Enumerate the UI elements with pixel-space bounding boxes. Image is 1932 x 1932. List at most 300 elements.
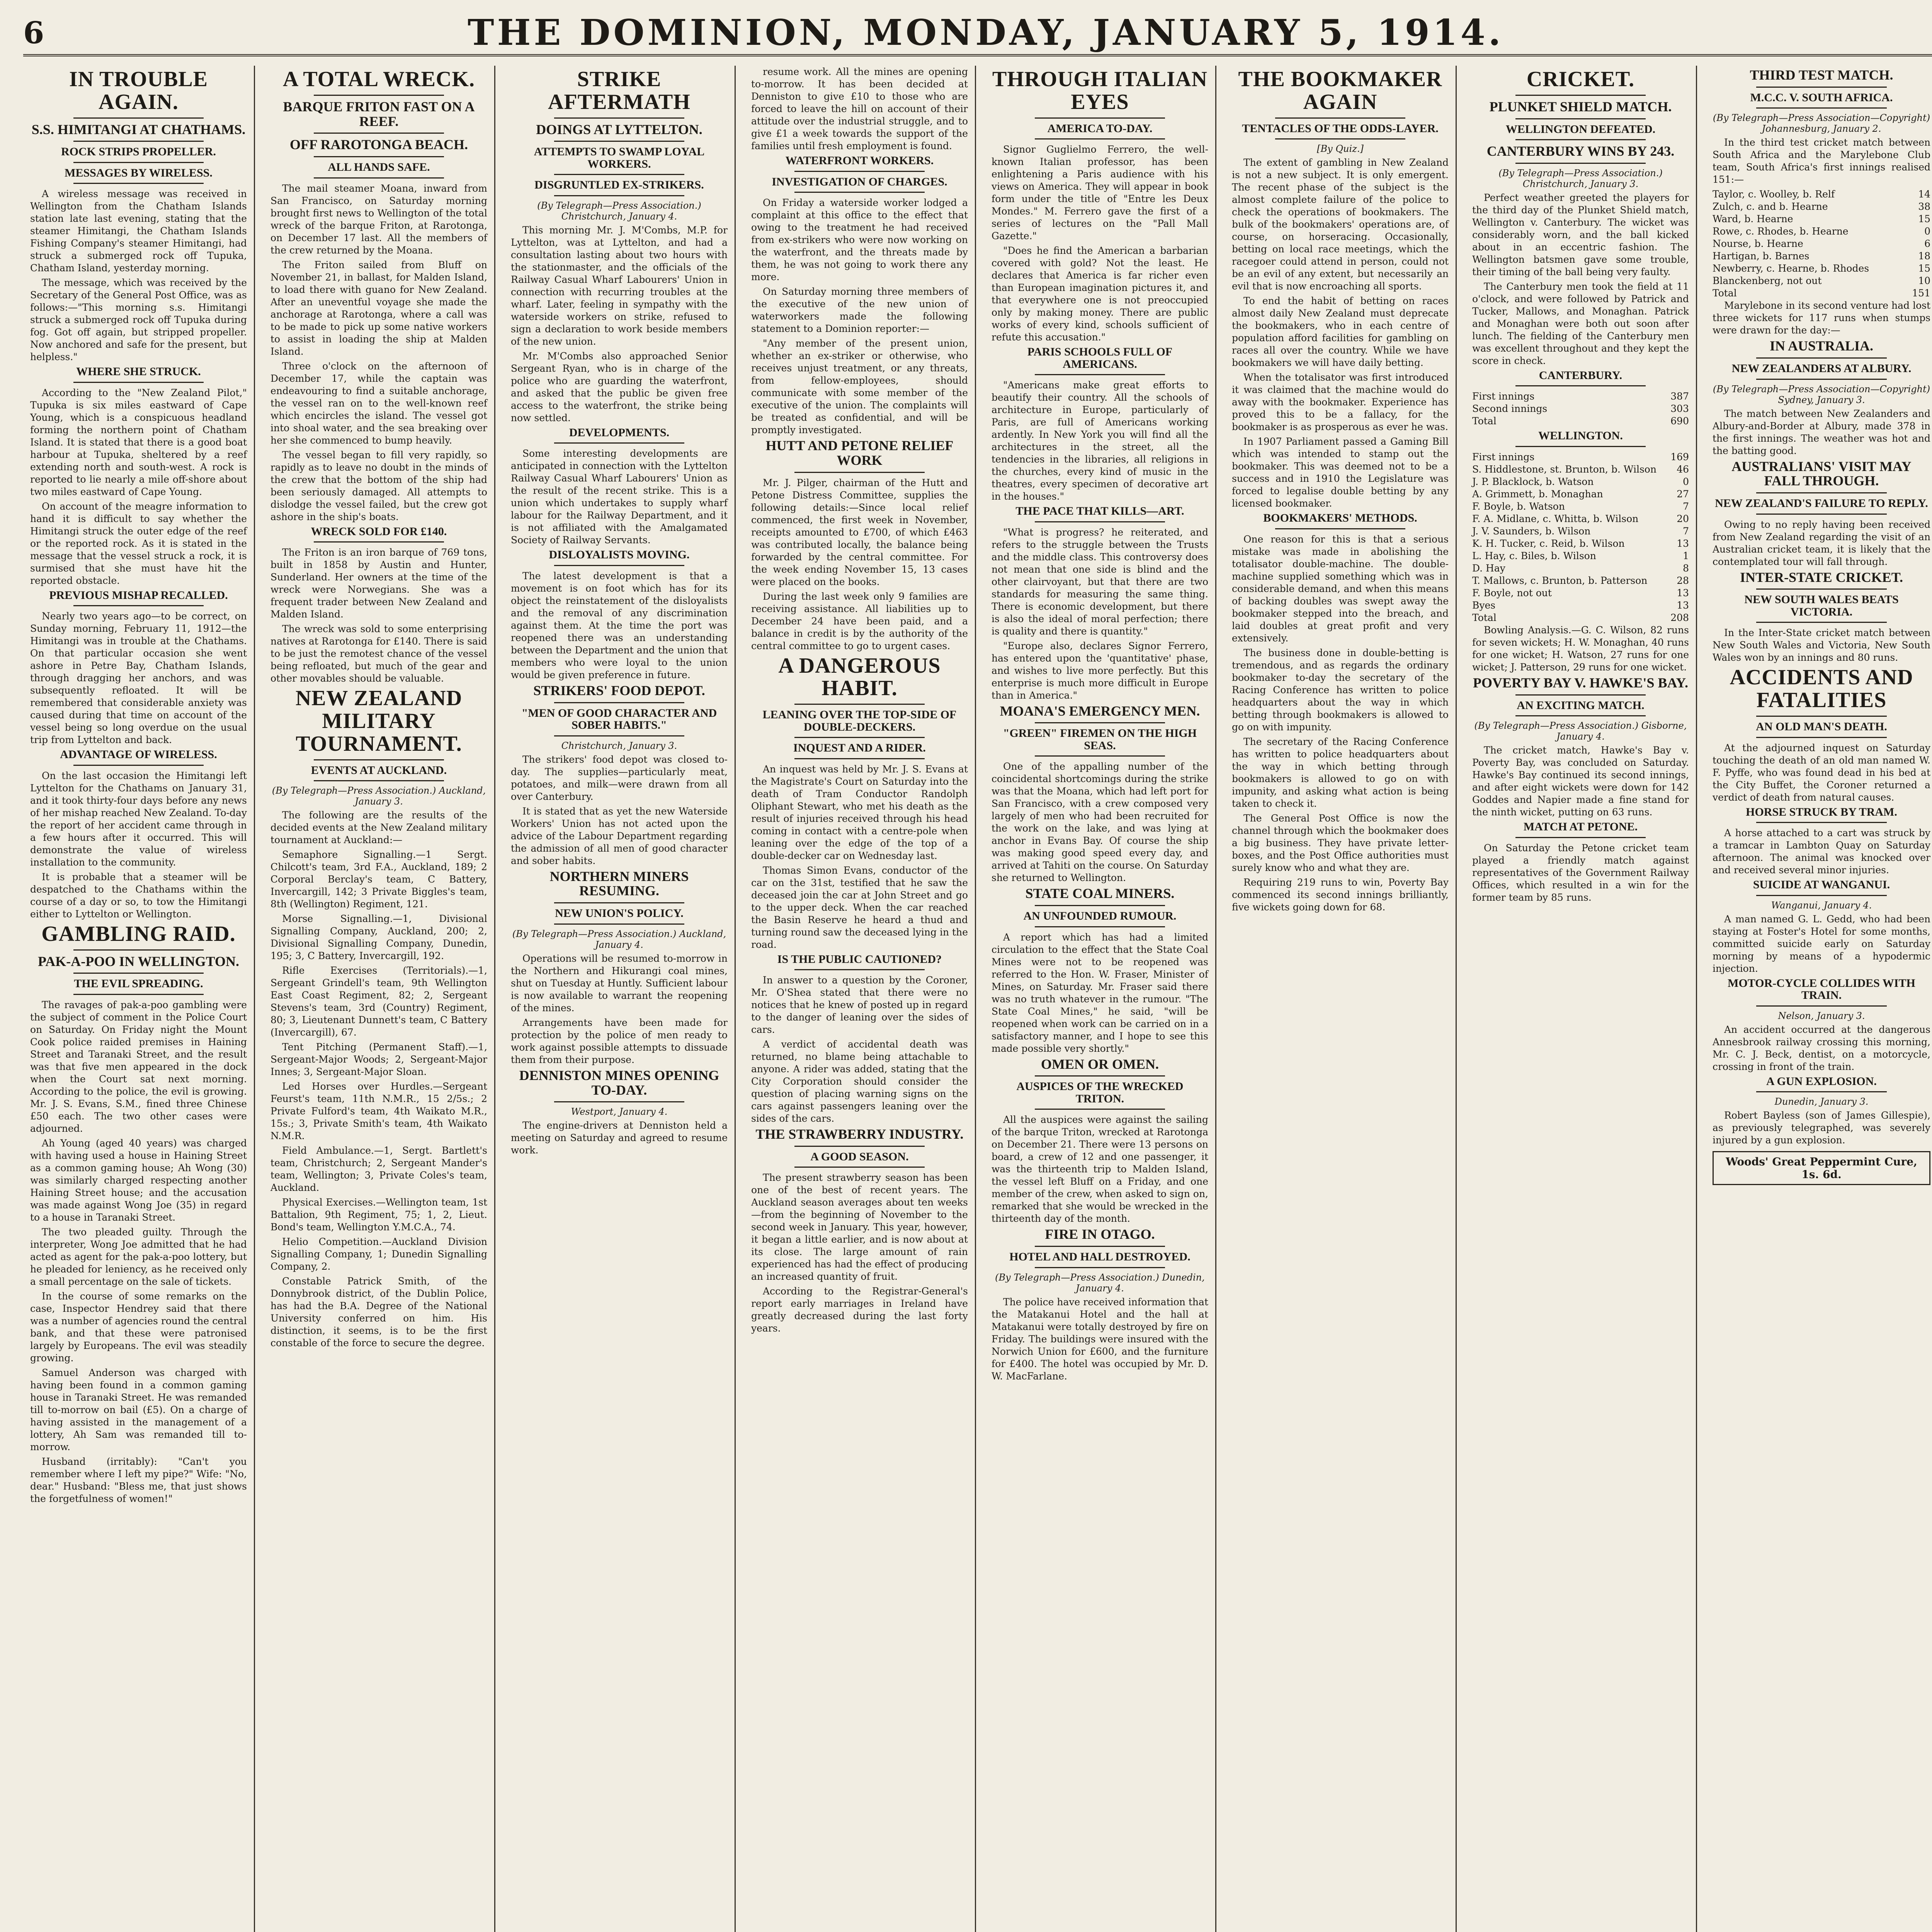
heading-rule [1035, 1109, 1165, 1110]
article-subheading: PARIS SCHOOLS FULL OF AMERICANS. [1027, 345, 1173, 371]
heading-rule [1756, 1005, 1887, 1007]
article-paragraph: The strikers' food depot was closed to-day. The supplies—particularly meat, potatoes, and milk—were drawn from all over Canterbury. [511, 753, 728, 802]
article-subheading: NEW ZEALANDERS AT ALBURY. [1731, 362, 1912, 375]
article-headline: IN TROUBLE AGAIN. [69, 67, 208, 114]
article-subheading: INVESTIGATION OF CHARGES. [772, 175, 947, 188]
article-paragraph: The mail steamer Moana, inward from San Francisco, on Saturday morning brought first news to Wellington of the total wreck of the barque Friton, at Rarotonga, on December 17 last. All the members of the crew returned by the Moana. [270, 182, 487, 256]
article-paragraph: Operations will be resumed to-morrow in the Northern and Hikurangi coal mines, shut on Tuesday at Huntly. Sufficient labour is now available to warrant the reopening of the mines. [511, 952, 728, 1014]
article-paragraph: This morning Mr. J. M'Combs, M.P. for Lyttelton, was at Lyttelton, and had a consultation lasting about two hours with the stationmaster, and the officials of the Railway Casual Wharf Labourers' Union in connection with recurring troubles at the wharf. Later, feeling in sympathy with the waterside workers on strike, refused to sign a declaration to work beside members of the new union. [511, 224, 728, 347]
column-1 [23, 66, 255, 1932]
heading-rule [1756, 716, 1887, 717]
article-subheading: MOANA'S EMERGENCY MEN. [1000, 703, 1200, 719]
article-subheading: STRIKERS' FOOD DEPOT. [533, 682, 705, 698]
score-row [1472, 587, 1689, 599]
score-row [1713, 275, 1930, 287]
heading-rule [554, 735, 684, 736]
article-paragraph: Samuel Anderson was charged with having been found in a common gaming house in Taranaki Street. He was remanded till to-morrow on bail (£5). On a charge of having assisted in the management of a lottery, Ah Sam was remanded till to-morrow. [30, 1367, 247, 1452]
heading-rule [73, 117, 204, 119]
article-paragraph: The wreck was sold to some enterprising natives at Rarotonga for £140. There is said to be just the remotest chance of the vessel being refloated, but much of the gear and other movables should be valuable. [270, 623, 487, 684]
heading-rule [554, 442, 684, 444]
article-subheading: S.S. HIMITANGI AT CHATHAMS. [31, 121, 246, 137]
article-paragraph: The engine-drivers at Denniston held a meeting on Saturday and agreed to resume work. [511, 1120, 728, 1156]
article-subheading: IS THE PUBLIC CAUTIONED? [777, 952, 942, 966]
score-value: 13 [1677, 587, 1689, 599]
score-value: 15 [1918, 213, 1930, 225]
column-5 [985, 66, 1216, 1932]
article-paragraph: The extent of gambling in New Zealand is not a new subject. It is only emergent. The recent phase of the subject is the almost complete failure of the police to check the operations of bookmakers. The bulk of the bookmakers' operations are, of course, on horseracing. Occasionally, betting on local race meetings, which the racegoer could attend in person, could not be an evil of any extent, but necessarily an evil that is now encroaching all sports. [1232, 157, 1449, 292]
score-table [1472, 390, 1689, 427]
article-subheading: DEVELOPMENTS. [569, 426, 670, 439]
article-subheading: EVENTS AT AUCKLAND. [311, 764, 447, 777]
heading-rule [1035, 1267, 1165, 1268]
article-subheading: THE EVIL SPREADING. [74, 977, 203, 990]
article-subheading: A GUN EXPLOSION. [1766, 1075, 1877, 1088]
article-paragraph: Semaphore Signalling.—1 Sergt. Chilcott's team, 3rd F.A., Auckland, 189; 2 Corporal Berclay's team, C Battery, Invercargill, 142; 3 Private Biggles's team, 8th (Wellington) Regiment, 121. [270, 849, 487, 910]
article-subheading: DOINGS AT LYTTELTON. [536, 121, 702, 137]
article-paragraph: Constable Patrick Smith, of the Donnybrook district, of the Dublin Police, has had the B.A. Degree of the National University conferred on him. His distinction, it seems, is to be the first constable of the force to secure the degree. [270, 1276, 487, 1349]
heading-rule [794, 171, 925, 172]
score-row [1472, 599, 1689, 612]
heading-rule [1756, 588, 1887, 590]
heading-rule [1756, 514, 1887, 515]
score-row [1472, 562, 1689, 575]
article-headline: CRICKET. [1526, 67, 1635, 91]
score-value: 14 [1918, 189, 1930, 200]
article-paragraph: When the totalisator was first introduced it was claimed that the machine would do away with the bookmaker. Experience has proved this to be a fallacy, for the bookmaker is as prosperous as ever he was. [1232, 372, 1449, 433]
article-paragraph: A wireless message was received in Wellington from the Chatham Islands station late last evening, stating that the steamer Himitangi, the Chatham Islands Fishing Company's steamer Himitangi, had struck a submerged rock off Tupuka, Chatham Island, yesterday morning. [30, 188, 247, 274]
score-row [1472, 390, 1689, 403]
article-headline: GAMBLING RAID. [41, 922, 236, 946]
score-table [1713, 188, 1930, 299]
article-subheading: TENTACLES OF THE ODDS-LAYER. [1242, 122, 1439, 135]
score-row [1472, 513, 1689, 525]
article-paragraph: A man named G. L. Gedd, who had been staying at Foster's Hotel for some months, committed suicide early on Saturday morning by means of a hypodermic injection. [1713, 913, 1930, 974]
article-subheading: WHERE SHE STRUCK. [76, 365, 201, 378]
article-paragraph: "What is progress? he reiterated, and refers to the struggle between the Trusts and the middle class. This controversy does not mean that one side is blind and the other clairvoyant, but that there are two standards for measuring the same thing. There is economic development, but there is also the ideal of moral perfection; there is quality and there is quantity." [992, 526, 1208, 637]
article-paragraph: An accident occurred at the dangerous Annesbrook railway crossing this morning, Mr. C. J. Beck, dentist, on a motorcycle, crossing in front of the train. [1713, 1024, 1930, 1072]
score-row [1472, 451, 1689, 463]
article-subheading: MESSAGES BY WIRELESS. [65, 166, 213, 179]
heading-rule [1515, 446, 1646, 447]
heading-rule [1035, 1075, 1165, 1077]
article-subheading: ROCK STRIPS PROPELLER. [61, 145, 216, 158]
article-subheading: IN AUSTRALIA. [1769, 338, 1874, 354]
score-value: 151 [1912, 287, 1930, 299]
article-paragraph: An inquest was held by Mr. J. S. Evans at the Magistrate's Court on Saturday into the death of Tram Conductor Randolph Oliphant Stewart, who met his death as the result of injuries received through his head coming in contact with a centre-pole when leaning over the edge of the top of a double-decker car on Wednesday last. [751, 763, 968, 861]
score-row [1472, 463, 1689, 476]
article-subheading: POVERTY BAY V. HAWKE'S BAY. [1473, 675, 1688, 690]
article-paragraph: "Europe also, declares Signor Ferrero, has entered upon the 'quantitative' phase, and wishes to live more perfectly. But this enterprise is much more difficult in Europe than in America." [992, 640, 1208, 701]
article-subheading: OMEN OR OMEN. [1041, 1056, 1159, 1072]
heading-rule [1035, 905, 1165, 906]
article-paragraph: resume work. All the mines are opening to-morrow. It has been decided at Denniston to give £10 to those who are forced to leave the hill on account of their attitude over the industrial struggle, and to give £1 a week towards the support of the families until fresh employment is found. [751, 66, 968, 151]
article-paragraph: The cricket match, Hawke's Bay v. Poverty Bay, was concluded on Saturday. Hawke's Bay continued its second innings, and after eight wickets were down for 142 Goddes and Napier made a fine stand for the ninth wicket, putting on 63 runs. [1472, 745, 1689, 818]
score-label: First innings [1472, 451, 1535, 463]
score-label: S. Hiddlestone, st. Brunton, b. Wilson [1472, 463, 1656, 475]
article-paragraph: Robert Bayless (son of James Gillespie), as previously telegraphed, was severely injured by a gun explosion. [1713, 1110, 1930, 1146]
article-paragraph: The business done in double-betting is tremendous, and as regards the ordinary bookmaker to-day the secretary of the Racing Conference has written to police headquarters about the way in which betting through bookmakers is allowed to go on with impunity. [1232, 647, 1449, 733]
article-subheading: OFF RAROTONGA BEACH. [289, 137, 468, 153]
dateline: Nelson, January 3. [1778, 1010, 1865, 1021]
heading-rule [1035, 117, 1165, 119]
article-paragraph: The present strawberry season has been one of the best of recent years. The Auckland season averages about ten weeks—from the beginning of November to the second week in January. This year, however, it began a little earlier, and is now about at its close. The large amount of rain experienced has had the effect of producing an increased quantity of fruit. [751, 1172, 968, 1282]
article-subheading: WATERFRONT WORKERS. [785, 154, 934, 167]
score-label: F. Boyle, b. Watson [1472, 500, 1565, 512]
score-row [1713, 225, 1930, 238]
article-subheading: AUSPICES OF THE WRECKED TRITON. [1016, 1080, 1184, 1105]
column-4 [744, 66, 976, 1932]
score-value: 0 [1683, 476, 1689, 487]
score-row [1472, 476, 1689, 488]
heading-rule [794, 704, 925, 705]
article-paragraph: One reason for this is that a serious mistake was made in abolishing the totalisator double-machine. The double-machine supplied something which was in considerable demand, and when this means of backing doubles was swept away the bookmaker stepped into the breach, and laid doubles at great profit and very extensively. [1232, 533, 1449, 644]
article-paragraph: According to the "New Zealand Pilot," Tupuka is six miles eastward of Cape Young, which is a conspicuous headland forming the northern point of Chatham Island. It is stated that there is a good boat harbour at Tupuka, sheltered by a reef extending north and south-west. A rock is reported to lie nearly a mile off-shore about two miles eastward of Cape Young. [30, 387, 247, 497]
heading-rule [794, 472, 925, 473]
score-label: Total [1713, 287, 1737, 299]
article-subheading: "MEN OF GOOD CHARACTER AND SOBER HABITS." [521, 706, 717, 732]
heading-rule [1035, 521, 1165, 522]
heading-rule [554, 195, 684, 196]
article-subheading: HOTEL AND HALL DESTROYED. [1009, 1250, 1190, 1264]
heading-rule [794, 1146, 925, 1147]
article-subheading: CANTERBURY WINS BY 243. [1486, 143, 1675, 159]
score-value: 8 [1683, 562, 1689, 574]
article-subheading: MOTOR-CYCLE COLLIDES WITH TRAIN. [1728, 976, 1915, 1002]
article-paragraph: To end the habit of betting on races almost daily New Zealand must deprecate the bookmakers, who in each centre of population afford facilities for gambling on races all over the country. While we have bookmakers we will have daily betting. [1232, 295, 1449, 369]
score-value: 303 [1670, 403, 1689, 415]
article-subheading: AUSTRALIANS' VISIT MAY FALL THROUGH. [1731, 458, 1912, 489]
score-row [1713, 213, 1930, 225]
article-subheading: DISLOYALISTS MOVING. [549, 548, 690, 561]
column-8 [1706, 66, 1932, 1932]
heading-rule [314, 759, 444, 760]
dateline: (By Telegraph—Press Association.) Auckland, January 4. [512, 928, 726, 950]
score-value: 46 [1677, 463, 1689, 475]
column-6 [1225, 66, 1457, 1932]
article-paragraph: The following are the results of the decided events at the New Zealand military tournament at Auckland:— [270, 810, 487, 846]
article-paragraph: The police have received information that the Matakanui Hotel and the hall at Matakanui were totally destroyed by fire on Friday. The buildings were insured with the Norwich Union for £600, and the furniture for £400. The hotel was occupied by Mr. D. W. MacFarlane. [992, 1296, 1208, 1382]
heading-rule [794, 1167, 925, 1168]
heading-rule [73, 162, 204, 163]
article-headline: NEW ZEALAND MILITARY TOURNAMENT. [295, 686, 463, 756]
heading-rule [73, 183, 204, 184]
score-value: 7 [1683, 525, 1689, 537]
article-subheading: ALL HANDS SAFE. [328, 161, 430, 174]
score-label: J. P. Blacklock, b. Watson [1472, 476, 1594, 487]
columns-container [23, 66, 1932, 1932]
article-subheading: MATCH AT PETONE. [1523, 820, 1638, 833]
heading-rule [73, 973, 204, 974]
article-subheading: NORTHERN MINERS RESUMING. [549, 868, 689, 899]
score-label: A. Grimmett, b. Monaghan [1472, 488, 1603, 500]
heading-rule [314, 156, 444, 157]
article-paragraph: The secretary of the Racing Conference has written to police headquarters about the way in which betting through bookmakers is allowed to go on with impunity, and asking what action is being taken to check it. [1232, 736, 1449, 809]
score-label: Byes [1472, 599, 1496, 611]
heading-rule [794, 192, 925, 193]
score-value: 6 [1924, 238, 1930, 250]
heading-rule [554, 117, 684, 119]
heading-rule [314, 177, 444, 179]
article-paragraph: Signor Guglielmo Ferrero, the well-known Italian professor, has been enlightening a Paris audience with his views on America. They will appear in book form under the title of "Entre les Deux Mondes." M. Ferrero gave the first of a series of lectures on the "Pall Mall Gazette." [992, 144, 1208, 242]
article-paragraph: Tent Pitching (Permanent Staff).—1, Sergeant-Major Woods; 2, Sergeant-Major Innes; 3, Sergeant-Major Sloan. [270, 1041, 487, 1078]
score-row [1713, 287, 1930, 299]
heading-rule [554, 923, 684, 925]
dateline: (By Telegraph—Press Association.) Christchurch, January 4. [537, 200, 701, 222]
article-paragraph: Some interesting developments are anticipated in connection with the Lyttelton Railway Casual Wharf Labourers' Union as the result of the recent strike. This is a union which undertakes to supply wharf labour for the Railway Department, and it is not affiliated with the Amalgamated Society of Railway Servants. [511, 448, 728, 546]
article-subheading: DENNISTON MINES OPENING TO-DAY. [519, 1067, 719, 1098]
score-row [1713, 262, 1930, 275]
score-value: 1 [1683, 550, 1689, 561]
heading-rule [1515, 837, 1646, 838]
article-subheading: ATTEMPTS TO SWAMP LOYAL WORKERS. [534, 145, 705, 170]
article-paragraph: Field Ambulance.—1, Sergt. Bartlett's team, Christchurch; 2, Sergeant Mander's team, Wellington; 3, Private Coles's team, Auckland. [270, 1145, 487, 1194]
article-subheading: STATE COAL MINERS. [1025, 886, 1175, 901]
column-2 [264, 66, 495, 1932]
article-paragraph: Helio Competition.—Auckland Division Signalling Company, 1; Dunedin Signalling Company, 2. [270, 1236, 487, 1272]
score-label: Zulch, c. and b. Hearne [1713, 201, 1828, 213]
article-paragraph: In the Inter-State cricket match between New South Wales and Victoria, New South Wales won by an innings and 80 runs. [1713, 627, 1930, 663]
dateline: Dunedin, January 3. [1774, 1096, 1869, 1107]
score-value: 13 [1677, 537, 1689, 549]
heading-rule [1515, 139, 1646, 140]
article-paragraph: The General Post Office is now the channel through which the bookmaker does a big business. They have private letter-boxes, and the Post Office authorities must surely know who and what they are. [1232, 812, 1449, 873]
article-paragraph: On Saturday the Petone cricket team played a friendly match against representatives of the Government Railway Offices, which resulted in a win for the former team by 85 runs. [1472, 842, 1689, 903]
heading-rule [794, 969, 925, 970]
score-value: 27 [1677, 488, 1689, 500]
article-paragraph: On Friday a waterside worker lodged a complaint at this office to the effect that owing to the treatment he had received from ex-strikers who were now working on the waterfront, and the threats made by them, he was not going to work there any more. [751, 197, 968, 282]
heading-rule [1756, 492, 1887, 493]
article-headline: THE BOOKMAKER AGAIN [1238, 67, 1442, 114]
article-subheading: INTER-STATE CRICKET. [1740, 569, 1903, 585]
article-subheading: CANTERBURY. [1539, 369, 1622, 382]
article-paragraph: Husband (irritably): "Can't you remember where I left my pipe?" Wife: "No, dear." Husband: "Bless me, that just shows the forgetfulness of women!" [30, 1456, 247, 1504]
heading-rule [1515, 715, 1646, 716]
score-label: D. Hay [1472, 562, 1505, 574]
score-value: 20 [1677, 513, 1689, 524]
heading-rule [1756, 737, 1887, 738]
article-paragraph: All the auspices were against the sailing of the barque Triton, wrecked at Rarotonga on December 21. There were 13 persons on board, a crew of 12 and one passenger, it was the thirteenth trip to Malden Island, the vessel left Bluff on a Friday, and one member of the crew, when asked to sign on, remarked that she would be wrecked in the thirteenth day of the month. [992, 1114, 1208, 1225]
heading-rule [73, 949, 204, 951]
article-paragraph: Nearly two years ago—to be correct, on Sunday morning, February 11, 1912—the Himitangi was in trouble at the Chathams. On that particular occasion she went ashore in Petre Bay, Chatham Islands, through dragging her anchors, and was subsequently refloated. It will be remembered that considerable anxiety was caused during that time on account of the vessel being so long overdue on the usual trip from Lyttelton and back. [30, 611, 247, 746]
heading-rule [1756, 379, 1887, 380]
article-subheading: NEW UNION'S POLICY. [555, 907, 684, 920]
article-paragraph: The match between New Zealanders and Albury-and-Border at Albury, made 378 in the first innings. The weather was hot and the batting good. [1713, 408, 1930, 456]
article-subheading: AN OLD MAN'S DEATH. [1756, 720, 1887, 733]
score-row [1713, 201, 1930, 213]
heading-rule [1756, 357, 1887, 359]
heading-rule [1275, 138, 1405, 139]
article-paragraph: The Friton is an iron barque of 769 tons, built in 1858 by Austin and Hunter, Sunderland. Her owners at the time of the wreck were Norwegians. She was a frequent trader between New Zealand and Malden Island. [270, 547, 487, 620]
article-paragraph: During the last week only 9 families are receiving assistance. All liabilities up to December 24 have been paid, and a balance in credit is by the authority of the central committee to go to urgent cases. [751, 590, 968, 651]
article-subheading: ADVANTAGE OF WIRELESS. [60, 748, 217, 761]
score-label: T. Mallows, c. Brunton, b. Patterson [1472, 575, 1648, 586]
score-row [1472, 537, 1689, 550]
article-paragraph: Led Horses over Hurdles.—Sergeant Feurst's team, 11th N.M.R., 15 2/5s.; 2 Private Fulford's team, 4th Waikato M.R., 15s.; 3, Private Smith's team, 4th Waikato N.M.R. [270, 1081, 487, 1142]
score-label: Total [1472, 415, 1497, 427]
article-paragraph: It is stated that as yet the new Waterside Workers' Union has not acted upon the advice of the Labour Department regarding the admission of all men of good character and sober habits. [511, 805, 728, 866]
score-row [1472, 525, 1689, 537]
dateline: Christchurch, January 3. [561, 740, 677, 751]
score-row [1472, 575, 1689, 587]
article-subheading: WRECK SOLD FOR £140. [311, 525, 447, 538]
article-subheading: PLUNKET SHIELD MATCH. [1489, 99, 1672, 114]
score-value: 18 [1918, 250, 1930, 262]
article-subheading: THIRD TEST MATCH. [1750, 67, 1893, 83]
heading-rule [1515, 95, 1646, 96]
article-headline: A DANGEROUS HABIT. [778, 653, 941, 701]
article-paragraph: On the last occasion the Himitangi left Lyttelton for the Chathams on January 31, and it took thirty-four days before any news of her mishap reached New Zealand. To-day the report of her accident came through in a few hours after it occurred. This will demonstrate the value of wireless installation to the community. [30, 770, 247, 868]
dateline: Wanganui, January 4. [1771, 900, 1872, 911]
score-value: 10 [1918, 275, 1930, 287]
article-paragraph: Mr. J. Pilger, chairman of the Hutt and Petone Distress Committee, supplies the following details:—Since local relief commenced, the first week in November, receipts amounted to £700, of which £463 was contributed locally, the balance being forwarded by the central committee. For the week ending November 15, 13 cases were placed on the books. [751, 477, 968, 587]
article-paragraph: In the third test cricket match between South Africa and the Marylebone Club team, South Africa's first innings realised 151:— [1713, 137, 1930, 185]
dateline: (By Telegraph—Press Association.) Dunedin, January 4. [995, 1272, 1205, 1294]
heading-rule [1275, 528, 1405, 529]
article-subheading: WELLINGTON. [1538, 429, 1623, 442]
article-paragraph: On account of the meagre information to hand it is difficult to say whether the Himitangi struck the outer edge of the reef or the reported rock. As it is stated in the message that the vessel struck a rock, it is surmised that she must have hit the reported obstacle. [30, 500, 247, 586]
score-label: Hartigan, b. Barnes [1713, 250, 1810, 262]
article-paragraph: Requiring 219 runs to win, Poverty Bay commenced its second innings brilliantly, five wickets going down for 68. [1232, 876, 1449, 913]
article-subheading: AN UNFOUNDED RUMOUR. [1023, 910, 1177, 923]
heading-rule [554, 141, 684, 142]
score-table [1472, 451, 1689, 624]
dateline: (By Telegraph—Press Association—Copyright) Sydney, January 3. [1713, 383, 1930, 405]
article-paragraph: The Friton sailed from Bluff on November 21, in ballast, for Malden Island, to load there with guano for New Zealand. After an uneventful voyage she made the anchorage at Rarotonga, where a call was to be made to pick up some native workers to assist in loading the ship at Malden Island. [270, 259, 487, 357]
heading-rule [1035, 926, 1165, 927]
newspaper-title: THE DOMINION, MONDAY, JANUARY 5, 1914. [468, 12, 1504, 53]
heading-rule [73, 765, 204, 766]
heading-rule [73, 382, 204, 383]
article-subheading: HUTT AND PETONE RELIEF WORK [765, 438, 954, 468]
score-value: 169 [1670, 451, 1689, 463]
heading-rule [314, 95, 444, 96]
article-paragraph: On Saturday morning three members of the executive of the new union of waterworkers made the following statement to a Dominion reporter:— [751, 286, 968, 334]
article-paragraph: The Canterbury men took the field at 11 o'clock, and were followed by Patrick and Tucker, Mallows, and Monaghan. Patrick and Monaghan were both out soon after lunch. The fielding of the Canterbury men was excellent throughout and they kept the score in check. [1472, 281, 1689, 366]
heading-rule [1035, 755, 1165, 757]
heading-rule [1515, 385, 1646, 386]
score-row [1713, 250, 1930, 262]
page-number: 6 [23, 15, 44, 51]
article-paragraph: The two pleaded guilty. Through the interpreter, Wong Joe admitted that he had acted as agent for the pak-a-poo lottery, but he pleaded for leniency, as he received only a small percentage on the sale of tickets. [30, 1226, 247, 1287]
article-paragraph: Owing to no reply having been received from New Zealand regarding the visit of an Australian cricket team, it is likely that the contemplated tour will fall through. [1713, 519, 1930, 567]
article-subheading: THE PACE THAT KILLS—ART. [1015, 505, 1184, 518]
score-label: F. A. Midlane, c. Whitta, b. Wilson [1472, 513, 1639, 524]
article-subheading: "GREEN" FIREMEN ON THE HIGH SEAS. [1003, 727, 1197, 752]
article-subheading: BOOKMAKERS' METHODS. [1263, 512, 1417, 525]
column-7 [1465, 66, 1697, 1932]
score-value: 0 [1924, 226, 1930, 237]
article-paragraph: Mr. M'Combs also approached Senior Sergeant Ryan, who is in charge of the police who are guarding the waterfront, and asked that the public be given free access to the waterfront, the strike being now settled. [511, 350, 728, 423]
heading-rule [554, 702, 684, 703]
article-subheading: INQUEST AND A RIDER. [793, 742, 926, 755]
score-value: 208 [1670, 612, 1689, 623]
article-subheading: PREVIOUS MISHAP RECALLED. [49, 588, 228, 602]
article-paragraph: "Americans make great efforts to beautify their country. All the schools of architecture in Europe, particularly of Paris, are full of Americans working ardently. In New York you will find all the architectures in the street, all the tendencies in the libraries, all religions in the churches, every kind of music in the theatres, every specimen of decorative art in the houses." [992, 379, 1208, 502]
article-paragraph: It is probable that a steamer will be despatched to the Chathams within the course of a day or so, to tow the Himitangi either to Lyttelton or Wellington. [30, 871, 247, 920]
heading-rule [314, 780, 444, 781]
article-subheading: AMERICA TO-DAY. [1047, 122, 1153, 135]
dateline: (By Telegraph—Press Association.) Auckland, January 3. [272, 785, 486, 807]
article-paragraph: At the adjourned inquest on Saturday touching the death of an old man named W. F. Pyffe, who was found dead in his bed at the City Buffet, the Coroner returned a verdict of death from natural causes. [1713, 742, 1930, 803]
score-label: Second innings [1472, 403, 1548, 415]
heading-rule [554, 565, 684, 566]
article-subheading: FIRE IN OTAGO. [1045, 1226, 1155, 1242]
article-paragraph: Perfect weather greeted the players for the third day of the Plunket Shield match, Wellington v. Canterbury. The wicket was considerably worn, and the ball kicked about in an eccentric fashion. The Wellington batsmen gave some trouble, their timing of the ball being very faulty. [1472, 192, 1689, 277]
heading-rule [1756, 622, 1887, 623]
score-row [1472, 550, 1689, 562]
dateline: (By Telegraph—Press Association.) Christchurch, January 3. [1498, 167, 1663, 189]
score-value: 38 [1918, 201, 1930, 213]
article-subheading: SUICIDE AT WANGANUI. [1753, 878, 1890, 891]
dateline: [By Quiz.] [1317, 143, 1364, 155]
article-paragraph: Bowling Analysis.—G. C. Wilson, 82 runs for seven wickets; H. W. Monaghan, 40 runs for one wicket; H. Watson, 27 runs for one wicket; J. Patterson, 29 runs for one wicket. [1472, 624, 1689, 673]
heading-rule [554, 1101, 684, 1102]
score-label: Newberry, c. Hearne, b. Rhodes [1713, 263, 1869, 274]
score-row [1472, 500, 1689, 513]
article-paragraph: Rifle Exercises (Territorials).—1, Sergeant Grindell's team, 9th Wellington East Coast Regiment, 82; 2, Sergeant Stevens's team, 3rd (Country) Regiment, 80; 3, Lieutenant Dunnett's team, C Battery (Invercargill), 67. [270, 965, 487, 1038]
article-subheading: HORSE STRUCK BY TRAM. [1746, 805, 1897, 818]
heading-rule [1756, 822, 1887, 823]
article-paragraph: Arrangements have been made for protection by the police of men ready to work against possible attempts to dissuade them from their purpose. [511, 1017, 728, 1065]
score-value: 690 [1670, 415, 1689, 427]
heading-rule [1275, 117, 1405, 119]
article-paragraph: Three o'clock on the afternoon of December 17, while the captain was endeavouring to find a suitable anchorage, the vessel ran on to the well-known reef which encircles the island. The vessel got into shoal water, and the sea breaking over her she commenced to bump heavily. [270, 360, 487, 446]
heading-rule [1756, 87, 1887, 88]
article-paragraph: According to the Registrar-General's report early marriages in Ireland have greatly decreased during the last forty years. [751, 1286, 968, 1334]
article-paragraph: Physical Exercises.—Wellington team, 1st Battalion, 9th Regiment, 75; 1, 2, Lieut. Bond's team, Wellington Y.M.C.A., 74. [270, 1197, 487, 1233]
score-row [1472, 612, 1689, 624]
article-paragraph: In 1907 Parliament passed a Gaming Bill which was intended to stamp out the bookmaker. This was deemed not to be a success and in 1910 the Legislature was forced to legalise double betting by any licensed bookmaker. [1232, 436, 1449, 509]
heading-rule [1756, 107, 1887, 109]
article-subheading: BARQUE FRITON FAST ON A REEF. [283, 99, 475, 129]
article-paragraph: Thomas Simon Evans, conductor of the car on the 31st, testified that he saw the deceased join the car at John Street and go to the upper deck. When the car reached the Basin Reserve he heard a thud and turning round saw the deceased lying in the road. [751, 864, 968, 950]
article-paragraph: A verdict of accidental death was returned, no blame being attachable to anyone. A rider was added, stating that the City Corporation should consider the question of placing warning signs on the cars against passengers leaning over the sides of the cars. [751, 1039, 968, 1124]
score-value: 7 [1683, 500, 1689, 512]
score-label: First innings [1472, 391, 1535, 402]
score-label: K. H. Tucker, c. Reid, b. Wilson [1472, 537, 1625, 549]
score-label: Rowe, c. Rhodes, b. Hearne [1713, 226, 1849, 237]
heading-rule [1515, 163, 1646, 164]
article-paragraph: Marylebone in its second venture had lost three wickets for 117 runs when stumps were drawn for the day:— [1713, 300, 1930, 336]
article-headline: ACCIDENTS AND FATALITIES [1730, 665, 1913, 713]
heading-rule [794, 737, 925, 738]
advertisement: Woods' Great Peppermint Cure, 1s. 6d. [1713, 1151, 1930, 1185]
heading-rule [73, 605, 204, 606]
article-paragraph: Ah Young (aged 40 years) was charged with having used a house in Haining Street as a common gaming house; Ah Wong (30) was similarly charged respecting another Haining Street house; and the accusation was made against Wong Joe (35) in regard to a house in Taranaki Street. [30, 1137, 247, 1223]
dateline: Westport, January 4. [571, 1106, 668, 1117]
article-paragraph: A report which has had a limited circulation to the effect that the State Coal Mines were not to be reopened was referred to the Hon. W. Fraser, Minister of Mines, on Saturday. Mr. Fraser said there was no truth whatever in the rumour. "The State Coal Mines," he said, "will be reopened when work can be carried on in a satisfactory manner, and I hope to see this made possible very shortly." [992, 931, 1208, 1054]
dateline: (By Telegraph—Press Association.) Gisborne, January 4. [1474, 720, 1687, 742]
article-paragraph: The vessel began to fill very rapidly, so rapidly as to leave no doubt in the minds of the crew that the bottom of the ship had been seriously damaged. All attempts to dislodge the vessel failed, but the crew got ashore in the ship's boats. [270, 449, 487, 522]
score-value: 387 [1670, 391, 1689, 402]
column-3 [504, 66, 736, 1932]
score-label: L. Hay, c. Biles, b. Wilson [1472, 550, 1596, 561]
heading-rule [73, 994, 204, 995]
score-row [1713, 188, 1930, 201]
score-row [1472, 415, 1689, 427]
score-row [1713, 238, 1930, 250]
article-headline: THROUGH ITALIAN EYES [992, 67, 1208, 114]
article-headline: A TOTAL WRECK. [283, 67, 475, 91]
article-paragraph: In answer to a question by the Coroner, Mr. O'Shea stated that there were no notices that he knew of posted up in regard to the danger of leaning over the sides of cars. [751, 975, 968, 1036]
heading-rule [794, 758, 925, 759]
heading-rule [1756, 895, 1887, 896]
score-row [1472, 488, 1689, 500]
score-label: Total [1472, 612, 1497, 623]
article-subheading: NEW SOUTH WALES BEATS VICTORIA. [1744, 593, 1899, 618]
article-paragraph: "Any member of the present union, whether an ex-striker or otherwise, who receives unjust treatment, or any threats, from fellow-employees, should communicate with some member of the executive of the union. The complaints will be treated as confidential, and will be promptly investigated. [751, 338, 968, 435]
article-paragraph: The latest development is that a movement is on foot which has for its object the reinstatement of the disloyalists and the removal of any discrimination against them. At the time the port was reopened there was an understanding between the Department and the union that members who were loyal to the union would be given preference in future. [511, 570, 728, 680]
